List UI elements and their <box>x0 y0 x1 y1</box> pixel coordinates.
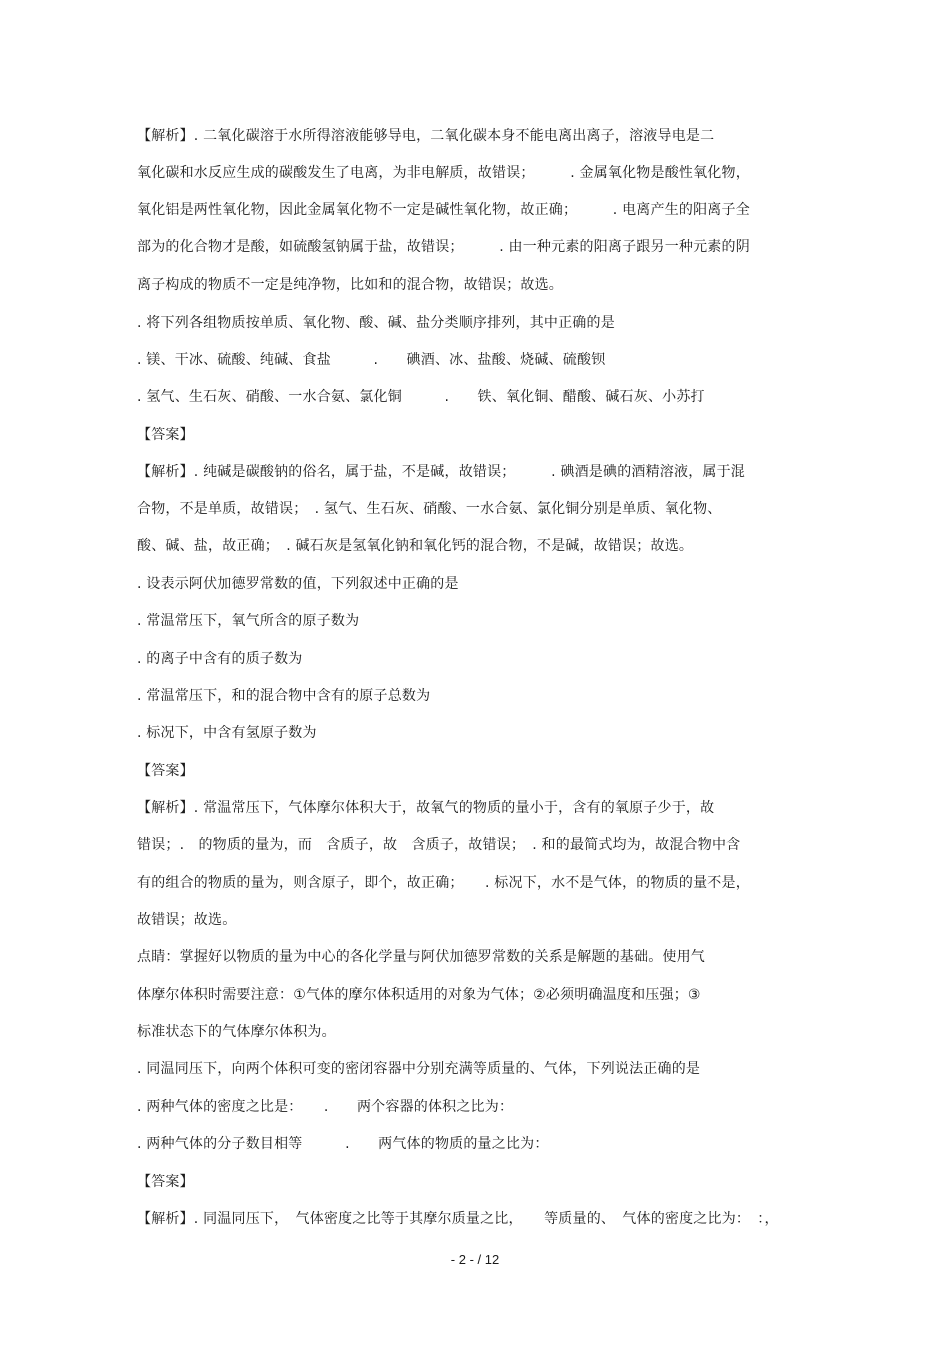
option-line: . 常温常压下，和的混合物中含有的原子总数为 <box>137 688 431 704</box>
text-line: 有的组合的物质的量为，则含原子，即个，故正确； . 标况下，水不是气体，的物质的量不是， <box>137 875 750 891</box>
text-line: 故错误；故选。 <box>137 912 237 928</box>
option-line: . 两种气体的密度之比是： . 两个容器的体积之比为： <box>137 1099 514 1115</box>
text-line: 【解析】. 二氧化碳溶于水所得溶液能够导电，二氧化碳本身不能电离出离子，溶液导电是二 <box>137 128 715 144</box>
option-line: . 标况下，中含有氢原子数为 <box>137 725 317 741</box>
text-line: 氧化铝是两性氧化物，因此金属氧化物不一定是碱性氧化物，故正确； . 电离产生的阳离子全 <box>137 202 750 218</box>
question-line: . 设表示阿伏加德罗常数的值，下列叙述中正确的是 <box>137 576 459 592</box>
text-line: 【解析】. 常温常压下，气体摩尔体积大于，故氧气的物质的量小于，含有的氧原子少于，故 <box>137 800 715 816</box>
question-line: . 将下列各组物质按单质、氧化物、酸、碱、盐分类顺序排列，其中正确的是 <box>137 315 615 331</box>
question-line: . 同温同压下，向两个体积可变的密闭容器中分别充满等质量的、气体，下列说法正确的是 <box>137 1061 701 1077</box>
text-line: 错误；. 的物质的量为，而 含质子，故 含质子，故错误； . 和的最简式均为，故混合物中含 <box>137 837 741 853</box>
text-line: 离子构成的物质不一定是纯净物，比如和的混合物，故错误；故选。 <box>137 277 563 293</box>
note-line: 标准状态下的气体摩尔体积为。 <box>137 1024 336 1040</box>
text-line: 氧化碳和水反应生成的碳酸发生了电离，为非电解质，故错误； . 金属氧化物是酸性氧化物， <box>137 165 750 181</box>
option-line: . 氢气、生石灰、硝酸、一水合氨、氯化铜 . 铁、氧化铜、醋酸、碱石灰、小苏打 <box>137 389 705 405</box>
note-line: 体摩尔体积时需要注意：①气体的摩尔体积适用的对象为气体；②必须明确温度和压强；③ <box>137 987 701 1003</box>
text-line: 部为的化合物才是酸，如硫酸氢钠属于盐，故错误； . 由一种元素的阳离子跟另一种元素的阴 <box>137 239 750 255</box>
option-line: . 两种气体的分子数目相等 . 两气体的物质的量之比为： <box>137 1136 549 1152</box>
text-line: 【解析】. 同温同压下， 气体密度之比等于其摩尔质量之比， 等质量的、 气体的密度之比为： ：， <box>137 1211 779 1227</box>
option-line: . 常温常压下，氧气所含的原子数为 <box>137 613 360 629</box>
page-number: - 2 - / 12 <box>450 1252 500 1267</box>
text-line: 合物，不是单质，故错误； . 氢气、生石灰、硝酸、一水合氨、氯化铜分别是单质、氧化物、 <box>137 501 722 517</box>
text-line: 【解析】. 纯碱是碳酸钠的俗名，属于盐，不是碱，故错误； . 碘酒是碘的酒精溶液，属于混 <box>137 464 745 480</box>
answer-label: 【答案】 <box>137 427 194 443</box>
answer-label: 【答案】 <box>137 763 194 779</box>
note-line: 点睛：掌握好以物质的量为中心的各化学量与阿伏加德罗常数的关系是解题的基础。使用气 <box>137 949 705 965</box>
option-line: . 镁、干冰、硫酸、纯碱、食盐 . 碘酒、冰、盐酸、烧碱、硫酸钡 <box>137 352 606 368</box>
text-line: 酸、碱、盐，故正确； . 碱石灰是氢氧化钠和氧化钙的混合物，不是碱，故错误；故选。 <box>137 538 694 554</box>
answer-label: 【答案】 <box>137 1174 194 1190</box>
option-line: . 的离子中含有的质子数为 <box>137 651 303 667</box>
